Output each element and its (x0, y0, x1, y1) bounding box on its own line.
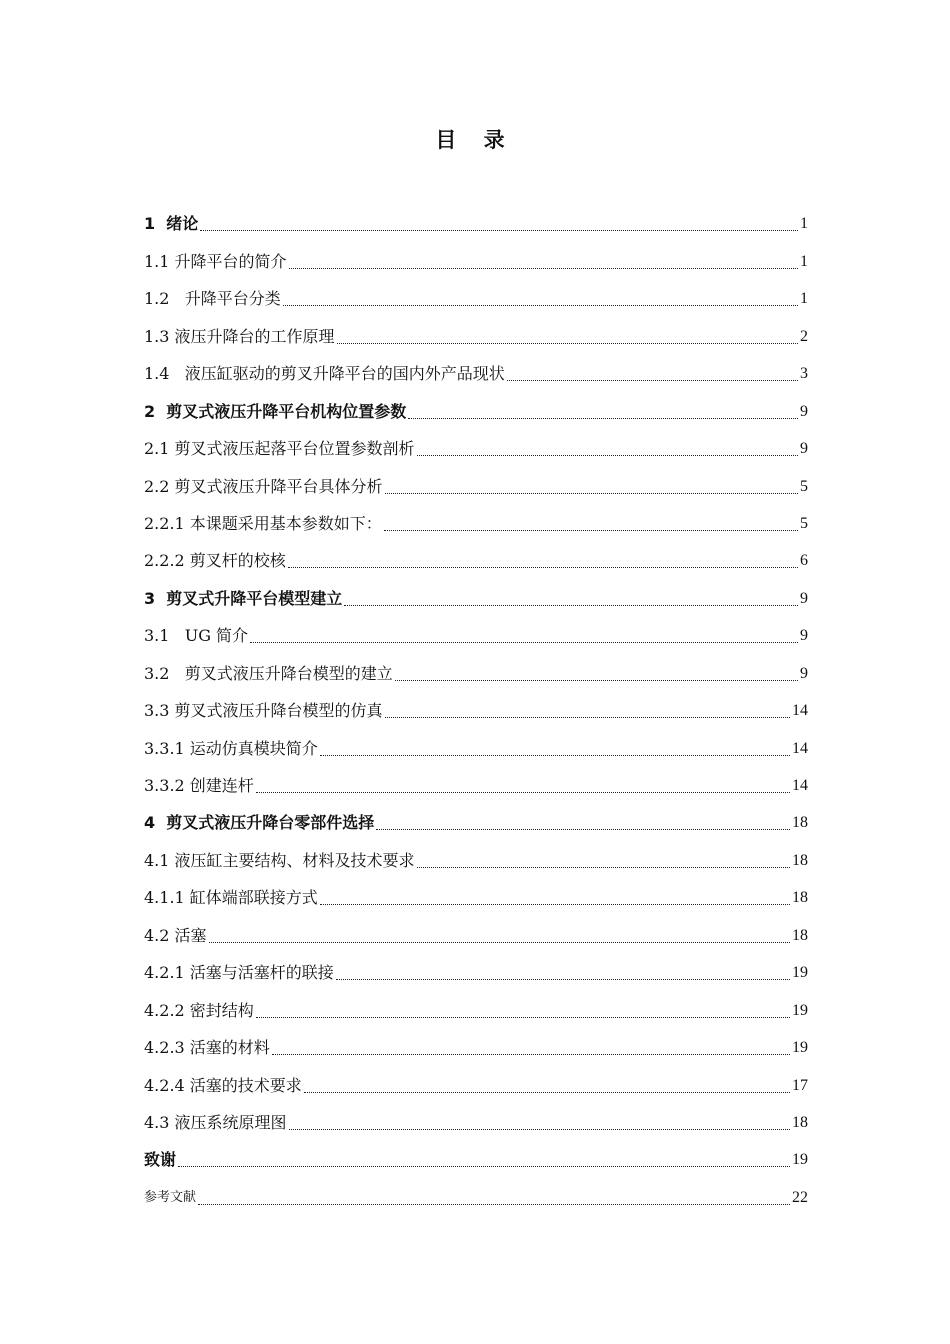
toc-entry-page: 19 (792, 1001, 808, 1019)
dot-leader (385, 717, 790, 718)
toc-entry[interactable] (144, 615, 808, 652)
toc-entry-label: 1.4 液压缸驱动的剪叉升降平台的国内外产品现状 (144, 364, 505, 384)
toc-entry[interactable] (144, 315, 808, 352)
toc-entry[interactable] (144, 802, 808, 839)
toc-entry[interactable] (144, 1176, 808, 1213)
dot-leader (417, 455, 798, 456)
toc-entry-page: 19 (792, 1151, 808, 1169)
toc-entry[interactable] (144, 1139, 808, 1176)
toc-entry[interactable] (144, 203, 808, 240)
toc-entry-page: 1 (800, 290, 808, 308)
toc-entry-label: 参考文献 (144, 1189, 197, 1205)
toc-entry[interactable] (144, 503, 808, 540)
toc-entry-page: 14 (792, 739, 808, 757)
dot-leader (256, 1017, 790, 1018)
dot-leader (507, 380, 798, 381)
toc-entry[interactable] (144, 727, 808, 764)
toc-entry-label: 3.1 UG 简介 (144, 626, 249, 646)
toc-entry[interactable] (144, 465, 808, 502)
dot-leader (288, 567, 798, 568)
toc-entry-label: 1 绪论 (144, 214, 199, 234)
dot-leader (384, 530, 798, 531)
toc-entry-label: 4.2.4 活塞的技术要求 (144, 1075, 302, 1095)
dot-leader (198, 1204, 790, 1205)
toc-entry-page: 5 (800, 514, 808, 532)
dot-leader (209, 942, 790, 943)
toc-entry-label: 2.2.2 剪叉杆的校核 (144, 551, 286, 571)
toc-entry[interactable] (144, 839, 808, 876)
toc-entry-page: 18 (792, 851, 808, 869)
toc-entry[interactable] (144, 540, 808, 577)
toc-entry-page: 18 (792, 1113, 808, 1131)
toc-entry[interactable] (144, 278, 808, 315)
toc-entry-label: 致谢 (144, 1150, 177, 1170)
dot-leader (256, 792, 790, 793)
toc-entry-label: 3.2 剪叉式液压升降台模型的建立 (144, 663, 393, 683)
dot-leader (385, 493, 798, 494)
toc-entry-page: 18 (792, 926, 808, 944)
toc-entry-label: 4.2.3 活塞的材料 (144, 1038, 270, 1058)
toc-entry-label: 3.3.1 运动仿真模块简介 (144, 738, 318, 758)
dot-leader (272, 1054, 790, 1055)
toc-entry-label: 3 剪叉式升降平台模型建立 (144, 588, 343, 608)
toc-entry-page: 9 (800, 664, 808, 682)
table-of-contents (144, 203, 808, 1214)
toc-entry-page: 3 (800, 365, 808, 383)
toc-entry-label: 4.1.1 缸体端部联接方式 (144, 888, 318, 908)
dot-leader (289, 1129, 790, 1130)
toc-entry-label: 2 剪叉式液压升降平台机构位置参数 (144, 401, 407, 421)
toc-entry-label: 3.3.2 创建连杆 (144, 776, 254, 795)
toc-entry-label: 4.2.1 活塞与活塞杆的联接 (144, 963, 334, 983)
dot-leader (320, 755, 790, 756)
toc-entry-label: 4.2.2 密封结构 (144, 1000, 254, 1020)
toc-entry[interactable] (144, 765, 808, 802)
toc-entry[interactable] (144, 390, 808, 427)
toc-entry-label: 4.1 液压缸主要结构、材料及技术要求 (144, 850, 415, 870)
toc-entry[interactable] (144, 353, 808, 390)
toc-entry[interactable] (144, 1102, 808, 1139)
toc-entry[interactable] (144, 428, 808, 465)
dot-leader (304, 1092, 790, 1093)
toc-entry-page: 6 (800, 552, 808, 570)
toc-entry[interactable] (144, 877, 808, 914)
toc-entry-page: 9 (800, 440, 808, 458)
toc-entry[interactable] (144, 577, 808, 614)
toc-entry[interactable] (144, 1027, 808, 1064)
dot-leader (395, 680, 798, 681)
dot-leader (337, 343, 798, 344)
toc-entry-label: 4.3 液压系统原理图 (144, 1112, 287, 1132)
toc-entry[interactable] (144, 690, 808, 727)
toc-entry-label: 1.1 升降平台的简介 (144, 251, 287, 271)
dot-leader (283, 305, 798, 306)
dot-leader (178, 1166, 790, 1167)
toc-entry-page: 14 (792, 777, 808, 794)
toc-entry-page: 18 (792, 814, 808, 832)
dot-leader (320, 904, 790, 905)
toc-entry[interactable] (144, 989, 808, 1026)
toc-entry[interactable] (144, 914, 808, 951)
dot-leader (289, 268, 798, 269)
toc-entry-label: 1.3 液压升降台的工作原理 (144, 326, 335, 346)
toc-entry-page: 22 (792, 1188, 808, 1206)
dot-leader (417, 867, 790, 868)
toc-entry-page: 5 (800, 477, 808, 495)
toc-entry-page: 18 (792, 889, 808, 907)
toc-entry-page: 9 (800, 402, 808, 420)
toc-entry-page: 19 (792, 964, 808, 982)
dot-leader (344, 605, 798, 606)
dot-leader (200, 230, 798, 231)
toc-entry-label: 4.2 活塞 (144, 925, 207, 945)
toc-entry-label: 3.3 剪叉式液压升降台模型的仿真 (144, 701, 383, 721)
toc-entry[interactable] (144, 952, 808, 989)
toc-entry-page: 14 (792, 702, 808, 720)
toc-entry-page: 9 (800, 627, 808, 645)
toc-entry[interactable] (144, 652, 808, 689)
toc-entry-label: 2.1 剪叉式液压起落平台位置参数剖析 (144, 439, 415, 459)
dot-leader (336, 979, 790, 980)
toc-entry[interactable] (144, 240, 808, 277)
toc-entry-label: 4 剪叉式液压升降台零部件选择 (144, 813, 375, 833)
toc-entry-page: 19 (792, 1039, 808, 1057)
toc-entry-label: 2.2 剪叉式液压升降平台具体分析 (144, 476, 383, 496)
toc-entry-page: 1 (800, 252, 808, 270)
dot-leader (250, 642, 798, 643)
toc-entry-page: 1 (800, 215, 808, 233)
dot-leader (408, 418, 798, 419)
toc-entry-label: 1.2 升降平台分类 (144, 289, 281, 309)
toc-entry[interactable] (144, 1064, 808, 1101)
toc-entry-page: 2 (800, 327, 808, 345)
toc-entry-label: 2.2.1 本课题采用基本参数如下： (144, 513, 382, 533)
toc-entry-page: 17 (792, 1076, 808, 1094)
dot-leader (376, 829, 790, 830)
toc-entry-page: 9 (800, 589, 808, 607)
toc-title: 目 录 (435, 128, 515, 152)
